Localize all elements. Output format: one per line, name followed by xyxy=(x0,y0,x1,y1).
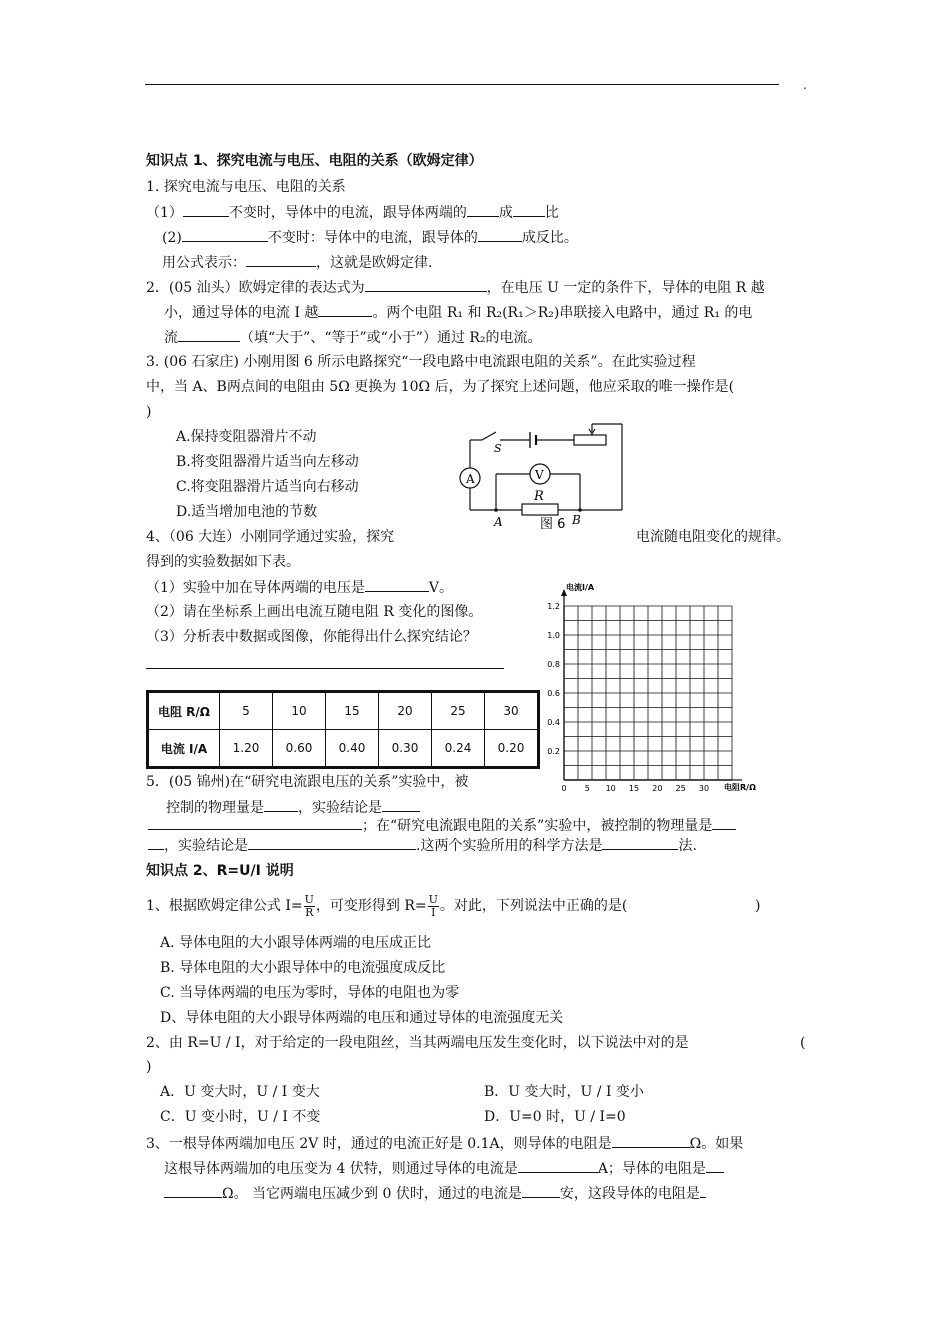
y-tick-label: 0.8 xyxy=(547,660,560,669)
data-table xyxy=(146,690,540,769)
table-row-label: 电阻 R/Ω xyxy=(148,692,220,730)
x-tick-label: 15 xyxy=(628,784,640,793)
x-axis-label: 电阻R/Ω xyxy=(724,783,756,792)
table-cell: 0.24 xyxy=(432,730,485,768)
s2-q2-option-b: B．U 变大时，U / I 变小 xyxy=(484,1084,644,1100)
q5-line3: ；在“研究电流跟电阻的关系”实验中，被控制的物理量是 xyxy=(148,816,736,835)
table-cell: 10 xyxy=(273,692,326,730)
q4-part2: （2）请在坐标系上画出电流互随电阻 R 变化的图像。 xyxy=(146,604,483,620)
q4-line1a: 4、（06 大连）小刚同学通过实验，探究 xyxy=(146,529,395,545)
table-cell: 15 xyxy=(326,692,379,730)
s2-q2-option-c: C．U 变小时，U / I 不变 xyxy=(160,1109,321,1125)
q3-option-c: C.将变阻器滑片适当向右移动 xyxy=(176,479,359,495)
x-tick-label: 30 xyxy=(698,784,710,793)
table-cell: 0.60 xyxy=(273,730,326,768)
s2-q2-option-a: A．U 变大时，U / I 变大 xyxy=(160,1084,320,1100)
table-cell: 0.20 xyxy=(485,730,539,768)
fraction-u-over-r: $\frac{U}{R}$ xyxy=(304,892,314,919)
q4-answer-line xyxy=(146,668,504,669)
table-row-current xyxy=(148,730,539,768)
y-tick-label: 1.0 xyxy=(547,631,560,640)
y-axis-label: 电流I/A xyxy=(566,583,595,592)
y-tick-label: 0.4 xyxy=(547,718,560,727)
q4-part1: （1）实验中加在导体两端的电压是 V。 xyxy=(146,580,454,596)
x-tick-label: 20 xyxy=(652,784,663,793)
q4-line1b: 电流随电阻变化的规律。 xyxy=(636,529,790,545)
q3-option-d: D.适当增加电池的节数 xyxy=(176,504,318,520)
table-cell: 1.20 xyxy=(220,730,273,768)
table-row-label: 电流 I/A xyxy=(148,730,220,768)
s2-q2-option-d: D．U=0 时，U / I=0 xyxy=(484,1109,626,1125)
table-row-resistance xyxy=(148,692,539,730)
circuit-point-b: B xyxy=(572,513,581,527)
y-tick-label: 1.2 xyxy=(547,602,560,611)
table-cell: 20 xyxy=(379,692,432,730)
x-tick-label: 10 xyxy=(605,784,616,793)
circuit-point-a: A xyxy=(494,515,503,529)
q3-line1: 3. (06 石家庄) 小刚用图 6 所示电路探究“一段电路中电流跟电阻的关系”。在此实验过程 xyxy=(146,354,696,370)
current-resistance-grid xyxy=(540,578,792,796)
circuit-caption: 图 6 xyxy=(540,517,566,532)
q1-line1: （1） 不变时，导体中的电流，跟导体两端的 成 比 xyxy=(146,205,559,221)
table-cell: 25 xyxy=(432,692,485,730)
table-cell: 0.30 xyxy=(379,730,432,768)
circuit-diagram xyxy=(456,418,636,532)
s2-q2-line2: ) xyxy=(146,1059,152,1075)
circuit-voltmeter-label: V xyxy=(535,468,544,482)
q5-line1: 5．(05 锦州)在“研究电流跟电压的关系”实验中，被 xyxy=(146,774,469,790)
q3-line2: 中，当 A、B两点间的电阻由 5Ω 更换为 10Ω 后，为了探究上述问题，他应采取的唯一操作是( xyxy=(146,379,735,395)
s2-q3-line1: 3、一根导体两端加电压 2V 时，通过的电流正好是 0.1A，则导体的电阻是 Ω。如果 xyxy=(146,1136,744,1152)
circuit-resistor-label: R xyxy=(534,489,544,504)
circuit-switch-label: S xyxy=(494,442,502,455)
table-cell: 0.40 xyxy=(326,730,379,768)
section2-title: 知识点 2、R=U/I 说明 xyxy=(146,863,294,879)
s2-q1-option-a: A. 导体电阻的大小跟导体两端的电压成正比 xyxy=(160,935,432,951)
q4-part3: （3）分析表中数据或图像，你能得出什么探究结论？ xyxy=(146,629,477,645)
x-tick-label: 5 xyxy=(584,784,590,793)
x-tick-label: 25 xyxy=(675,784,686,793)
q1-line3: 用公式表示： ，这就是欧姆定律. xyxy=(162,255,433,271)
x-tick-label: 0 xyxy=(561,784,567,793)
s2-q1-paren: ) xyxy=(755,898,761,914)
header-dot: . xyxy=(803,78,807,92)
q2-line2: 小，通过导体的电流 I 越 。两个电阻 R₁ 和 R₂(R₁＞R₂)串联接入电路中，通过 R₁ 的电 xyxy=(164,305,753,321)
q3-option-b: B.将变阻器滑片适当向左移动 xyxy=(176,454,359,470)
s2-q3-line3: Ω。 当它两端电压减少到 0 伏时，通过的电流是 安，这段导体的电阻是 xyxy=(164,1184,706,1203)
s2-q1-option-d: D、导体电阻的大小跟导体两端的电压和通过导体的电流强度无关 xyxy=(160,1010,564,1026)
q1-line2: (2) 不变时：导体中的电流，跟导体的 成反比。 xyxy=(162,230,578,246)
s2-q1-line: 1、根据欧姆定律公式 I= $\frac{U}{R}$ ，可变形得到 R= $\frac{U}{I}$ 。对此，下列说法中正确的是( xyxy=(146,892,628,919)
q5-line2: 控制的物理量是 ，实验结论是 xyxy=(166,798,420,817)
circuit-ammeter-label: A xyxy=(466,472,475,486)
q2-line1: 2．(05 汕头）欧姆定律的表达式为 ，在电压 U 一定的条件下，导体的电阻 R 越 xyxy=(146,280,765,296)
s2-q1-option-b: B. 导体电阻的大小跟导体中的电流强度成反比 xyxy=(160,960,446,976)
header-rule xyxy=(145,84,779,85)
q3-option-a: A.保持变阻器滑片不动 xyxy=(176,429,317,445)
q3-line3: ) xyxy=(146,404,152,420)
section1-title: 知识点 1、探究电流与电压、电阻的关系（欧姆定律） xyxy=(146,153,483,169)
q4-line2: 得到的实验数据如下表。 xyxy=(146,554,300,570)
s2-q2-line1: 2、由 R=U / I，对于给定的一段电阻丝，当其两端电压发生变化时，以下说法中对的是 xyxy=(146,1035,689,1051)
s2-q2-paren: ( xyxy=(800,1035,806,1051)
q1-title: 1. 探究电流与电压、电阻的关系 xyxy=(146,179,346,195)
table-cell: 30 xyxy=(485,692,539,730)
q5-line4: ，实验结论是 .这两个实验所用的科学方法是 法. xyxy=(148,836,697,855)
y-tick-label: 0.6 xyxy=(547,689,560,698)
y-tick-label: 0.2 xyxy=(547,747,560,756)
fraction-u-over-i: $\frac{U}{I}$ xyxy=(428,892,438,919)
s2-q1-option-c: C. 当导体两端的电压为零时，导体的电阻也为零 xyxy=(160,985,460,1001)
s2-q3-line2: 这根导体两端加的电压变为 4 伏特，则通过导体的电流是 A；导体的电阻是 xyxy=(164,1159,724,1178)
q2-line3: 流 （填“大于”、“等于”或“小于”）通过 R₂的电流。 xyxy=(164,330,542,346)
table-cell: 5 xyxy=(220,692,273,730)
